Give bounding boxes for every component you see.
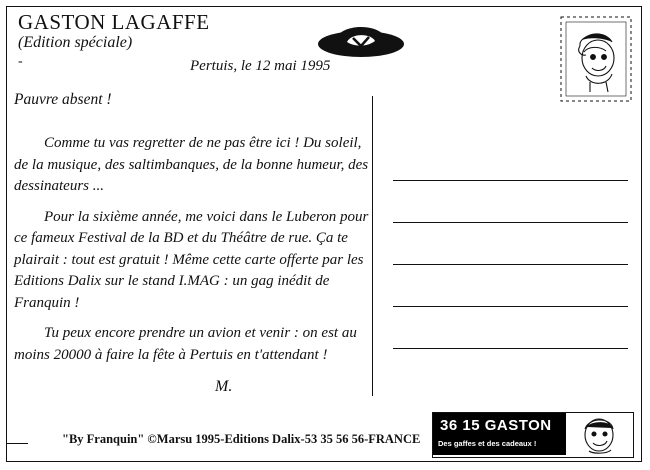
page-title: GASTON LAGAFFE <box>18 10 210 34</box>
corner-tick <box>6 443 28 444</box>
letter-paragraph: Tu peux encore prendre un avion et venir : on est au moins 20000 à faire la fête à Pertuis en t'attendant ! <box>14 325 357 363</box>
salutation: Pauvre absent ! <box>14 91 112 108</box>
badge-number: 36 15 GASTON <box>440 417 552 434</box>
address-line <box>393 348 628 349</box>
dash-mark: - <box>18 54 23 69</box>
address-line <box>393 222 628 223</box>
address-line <box>393 306 628 307</box>
gaston-face-icon <box>567 413 632 455</box>
letter-paragraph: Comme tu vas regretter de ne pas être ici ! Du soleil, de la musique, des saltimbanques, de la bonne humeur, des dessinateurs ... <box>14 135 369 194</box>
credit-line: "By Franquin" ©Marsu 1995-Editions Dalix-53 35 56 56-FRANCE <box>62 432 421 446</box>
letter-body <box>14 133 374 375</box>
page-subtitle: (Edition spéciale) <box>18 34 133 51</box>
minitel-badge <box>432 412 634 458</box>
signature: M. <box>215 378 233 395</box>
address-line <box>393 264 628 265</box>
postage-stamp-icon <box>560 16 632 102</box>
letter-paragraph: Pour la sixième année, me voici dans le Luberon pour ce fameux Festival de la BD et du Théâtre de rue. Ça te plairait : tout est gratuit ! Même cette carte offerte par les Editions Dalix sur le stand I.MAG : un gag inédit de Franquin ! <box>14 208 369 311</box>
date-line: Pertuis, le 12 mai 1995 <box>190 58 331 74</box>
address-line <box>393 180 628 181</box>
center-divider <box>372 96 373 396</box>
badge-tagline: Des gaffes et des cadeaux ! <box>438 439 537 448</box>
